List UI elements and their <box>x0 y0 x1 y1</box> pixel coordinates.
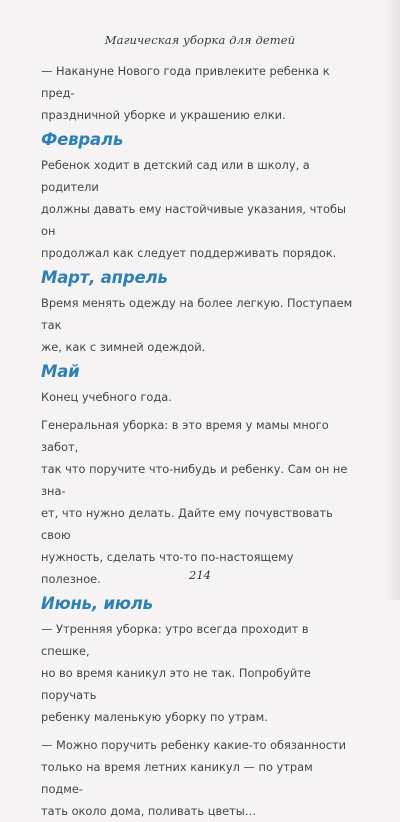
paragraph-line: Ребенок ходит в детский сад или в школу, а родители <box>41 158 310 194</box>
paragraph-line: праздничной уборке и украшению елки. <box>41 108 286 122</box>
paragraph-line: нужность, сделать что-то по-настоящему полезное. <box>41 550 294 586</box>
section-heading: Июнь, июль <box>41 594 153 613</box>
page-body <box>41 60 353 822</box>
paragraph-line: же, как с зимней одеждой. <box>41 340 206 354</box>
page-number: 214 <box>189 568 211 582</box>
paragraph-line: Время менять одежду на более легкую. Поступаем так <box>41 296 353 332</box>
paragraph-line: Генеральная уборка: в это время у мамы много забот, <box>41 418 329 454</box>
section-heading: Февраль <box>41 130 124 149</box>
section-heading: Март, апрель <box>41 268 168 287</box>
running-head: Магическая уборка для детей <box>104 33 296 47</box>
paragraph-line: продолжал как следует поддерживать порядок. <box>41 246 337 260</box>
paragraph-line: — Утренняя уборка: утро всегда проходит в спешке, <box>41 622 309 658</box>
paragraph-line: — Накануне Нового года привлеките ребенка к пред- <box>41 64 330 100</box>
paragraph-line: Конец учебного года. <box>41 390 172 404</box>
paragraph-line: только на время летних каникул — по утрам подме- <box>41 760 313 796</box>
paragraph-line: но во время каникул это не так. Попробуйте поручать <box>41 666 311 702</box>
paragraph-line: тать около дома, поливать цветы… <box>41 804 257 818</box>
paragraph-line: должны давать ему настойчивые указания, чтобы он <box>41 202 347 238</box>
paragraph-line: так что поручите что-нибудь и ребенку. Сам он не зна- <box>41 462 348 498</box>
page-edge-shadow <box>386 0 400 600</box>
paragraph-line: ребенку маленькую уборку по утрам. <box>41 710 268 724</box>
paragraph-line: — Можно поручить ребенку какие-то обязанности <box>41 738 347 752</box>
section-heading: Май <box>41 362 80 381</box>
paragraph-line: ет, что нужно делать. Дайте ему почувствовать свою <box>41 506 333 542</box>
